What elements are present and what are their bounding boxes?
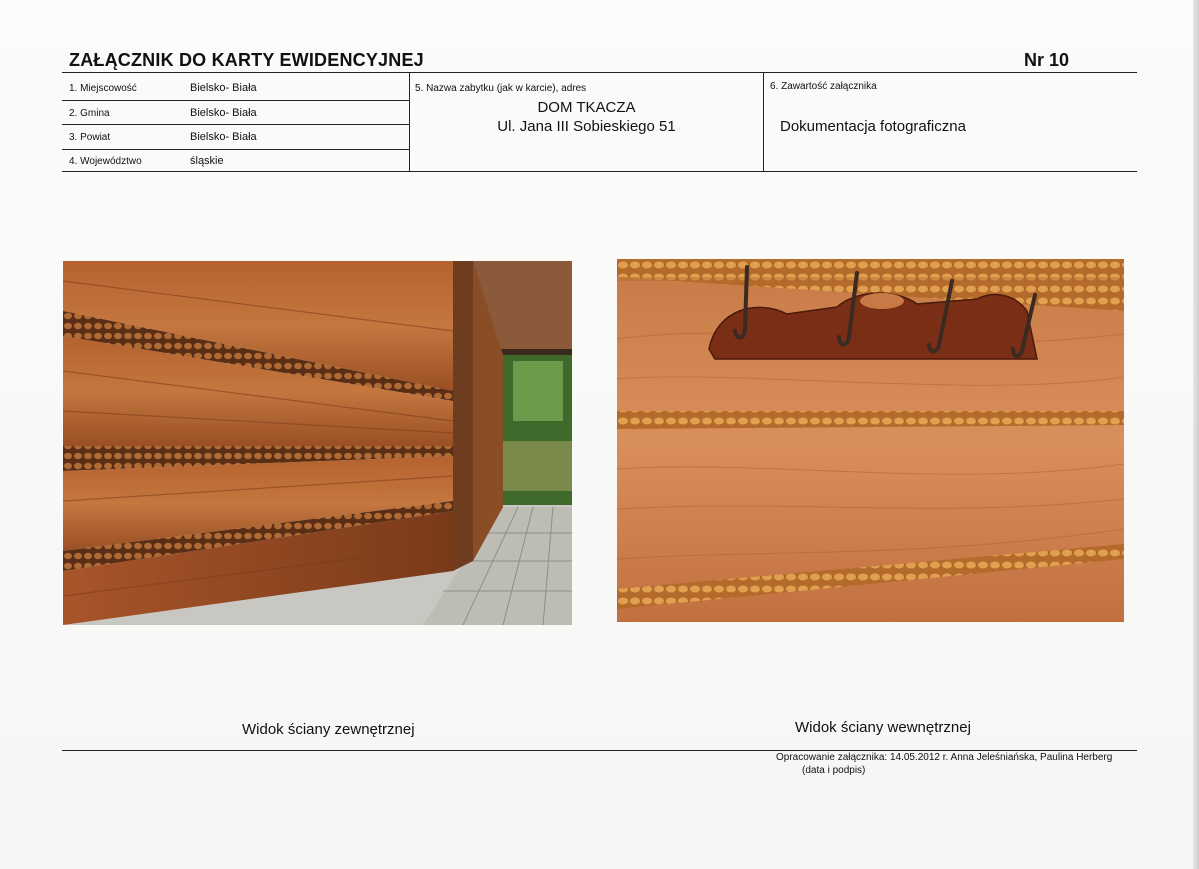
page-edge [1193,0,1199,869]
photo-caption-exterior: Widok ściany zewnętrznej [242,721,415,738]
row-divider [62,100,409,101]
field-label-miejscowosc: 1. Miejscowość [69,83,137,94]
prepared-by: Opracowanie załącznika: 14.05.2012 r. Anna Jeleśniańska, Paulina Herberg [776,752,1113,763]
field-label-wojewodztwo: 4. Województwo [69,156,142,167]
attachment-content: Dokumentacja fotograficzna [780,118,966,135]
table-bottom-line [62,171,1137,172]
column-divider [763,72,764,172]
monument-name: DOM TKACZA [537,99,636,116]
field-label-gmina: 2. Gmina [69,108,110,119]
field-value-gmina: Bielsko- Biała [190,107,257,119]
footer-line [62,750,1137,751]
row-divider [62,124,409,125]
field-value-miejscowosc: Bielsko- Biała [190,82,257,94]
field-value-wojewodztwo: śląskie [190,155,224,167]
field-label-nazwa: 5. Nazwa zabytku (jak w karcie), adres [415,83,587,94]
photo-interior-wall [617,259,1124,622]
document-title: ZAŁĄCZNIK DO KARTY EWIDENCYJNEJ [69,50,424,70]
field-label-zawartosc: 6. Zawartość załącznika [770,81,877,92]
attachment-number: Nr 10 [1024,50,1070,70]
field-label-powiat: 3. Powiat [69,132,111,143]
photo-exterior-wall [63,261,572,625]
photo-caption-interior: Widok ściany wewnętrznej [795,719,971,736]
monument-address: Ul. Jana III Sobieskiego 51 [497,118,676,135]
table-top-line [62,72,1137,73]
row-divider [62,149,409,150]
date-signature-hint: (data i podpis) [802,765,866,776]
field-value-powiat: Bielsko- Biała [190,131,257,143]
